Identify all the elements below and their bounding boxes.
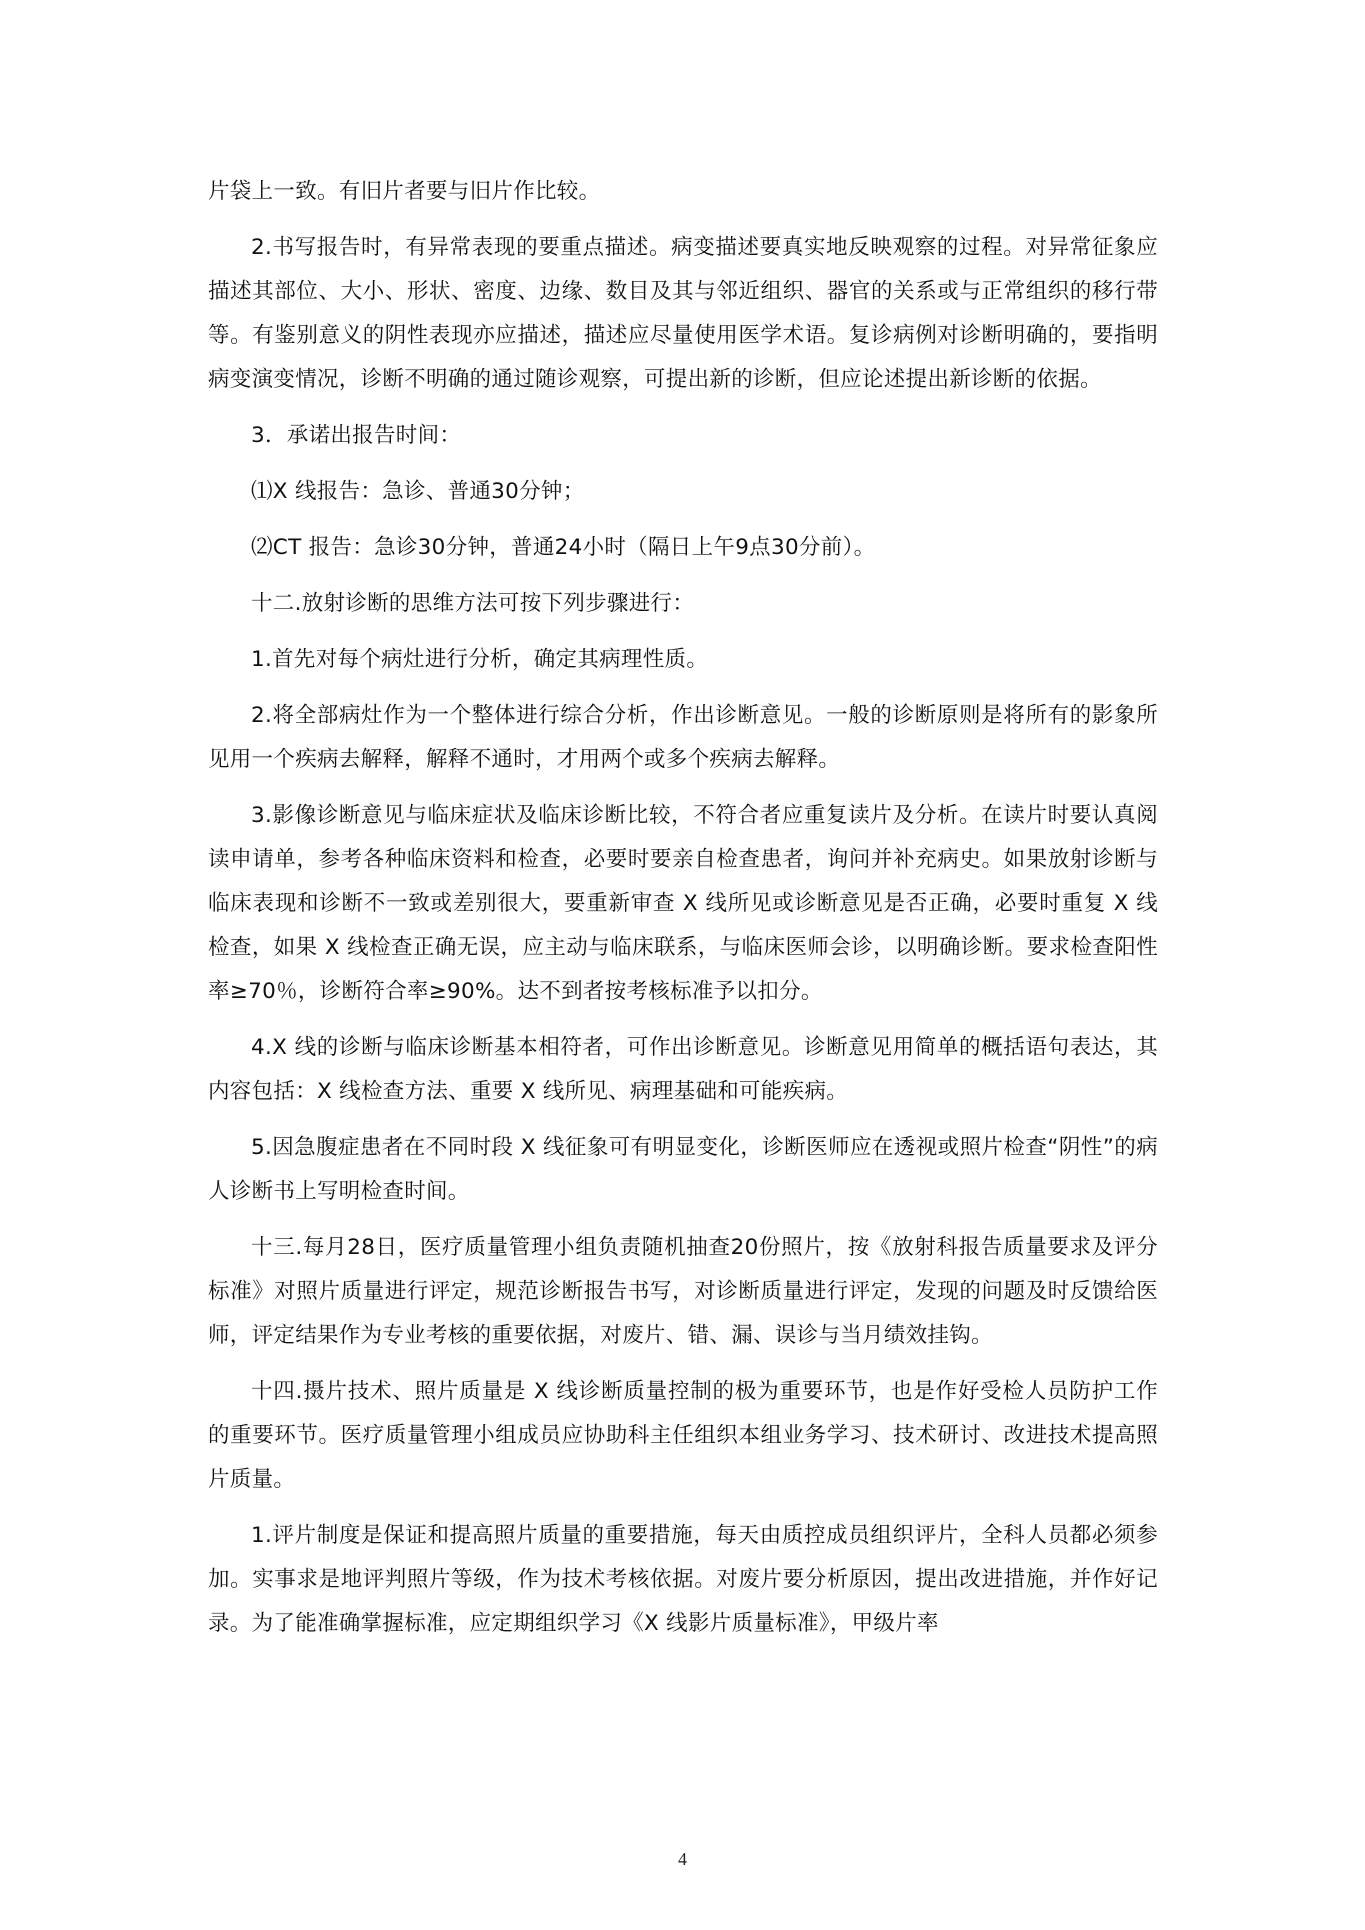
section-heading-14: 十四.摄片技术、照片质量是 X 线诊断质量控制的极为重要环节，也是作好受检人员防护工作的重要环节。医疗质量管理小组成员应协助科主任组织本组业务学习、技术研讨、改进技术提高照片质量。 [208, 1379, 1158, 1492]
paragraph-continuation: 片袋上一致。有旧片者要与旧片作比较。 [208, 179, 601, 204]
paragraph-film-review: 1.评片制度是保证和提高照片质量的重要措施，每天由质控成员组织评片，全科人员都必须参加。实事求是地评判照片等级，作为技术考核依据。对废片要分析原因，提出改进措施，并作好记录。为了能准确掌握标准，应定期组织学习《X 线影片质量标准》，甲级片率 [208, 1523, 1158, 1636]
paragraph-xray-report-time: ⑴X 线报告：急诊、普通30分钟； [251, 479, 585, 504]
paragraph-step-2: 2.将全部病灶作为一个整体进行综合分析，作出诊断意见。一般的诊断原则是将所有的影象所见用一个疾病去解释，解释不通时，才用两个或多个疾病去解释。 [208, 703, 1158, 772]
paragraph-step-5: 5.因急腹症患者在不同时段 X 线征象可有明显变化，诊断医师应在透视或照片检查“阴性”的病人诊断书上写明检查时间。 [208, 1135, 1158, 1204]
section-heading-12: 十二.放射诊断的思维方法可按下列步骤进行： [251, 591, 695, 616]
paragraph-step-4: 4.X 线的诊断与临床诊断基本相符者，可作出诊断意见。诊断意见用简单的概括语句表达，其内容包括：X 线检查方法、重要 X 线所见、病理基础和可能疾病。 [208, 1035, 1158, 1104]
paragraph-step-3: 3.影像诊断意见与临床症状及临床诊断比较，不符合者应重复读片及分析。在读片时要认真阅读申请单，参考各种临床资料和检查，必要时要亲自检查患者，询问并补充病史。如果放射诊断与临床表现和诊断不一致或差别很大，要重新审查 X 线所见或诊断意见是否正确，必要时重复 X 线检查，如果 X 线检查正确无误，应主动与临床联系，与临床医师会诊，以明确诊断。要求检查阳性率≥70％，诊断符合率≥90%。达不到者按考核标准予以扣分。 [208, 803, 1158, 1004]
section-heading-13: 十三.每月28日，医疗质量管理小组负责随机抽查20份照片，按《放射科报告质量要求及评分标准》对照片质量进行评定，规范诊断报告书写，对诊断质量进行评定，发现的问题及时反馈给医师，评定结果作为专业考核的重要依据，对废片、错、漏、误诊与当月绩效挂钩。 [208, 1235, 1158, 1348]
paragraph-report-writing: 2.书写报告时，有异常表现的要重点描述。病变描述要真实地反映观察的过程。对异常征象应描述其部位、大小、形状、密度、边缘、数目及其与邻近组织、器官的关系或与正常组织的移行带等。有鉴别意义的阴性表现亦应描述，描述应尽量使用医学术语。复诊病例对诊断明确的，要指明病变演变情况，诊断不明确的通过随诊观察，可提出新的诊断，但应论述提出新诊断的依据。 [208, 235, 1158, 392]
page-number: 4 [678, 1849, 687, 1869]
document-body [208, 170, 1158, 1658]
paragraph-ct-report-time: ⑵CT 报告：急诊30分钟，普通24小时（隔日上午9点30分前）。 [251, 535, 876, 560]
paragraph-report-time-heading: 3．承诺出报告时间： [251, 423, 462, 448]
paragraph-step-1: 1.首先对每个病灶进行分析，确定其病理性质。 [251, 647, 709, 672]
